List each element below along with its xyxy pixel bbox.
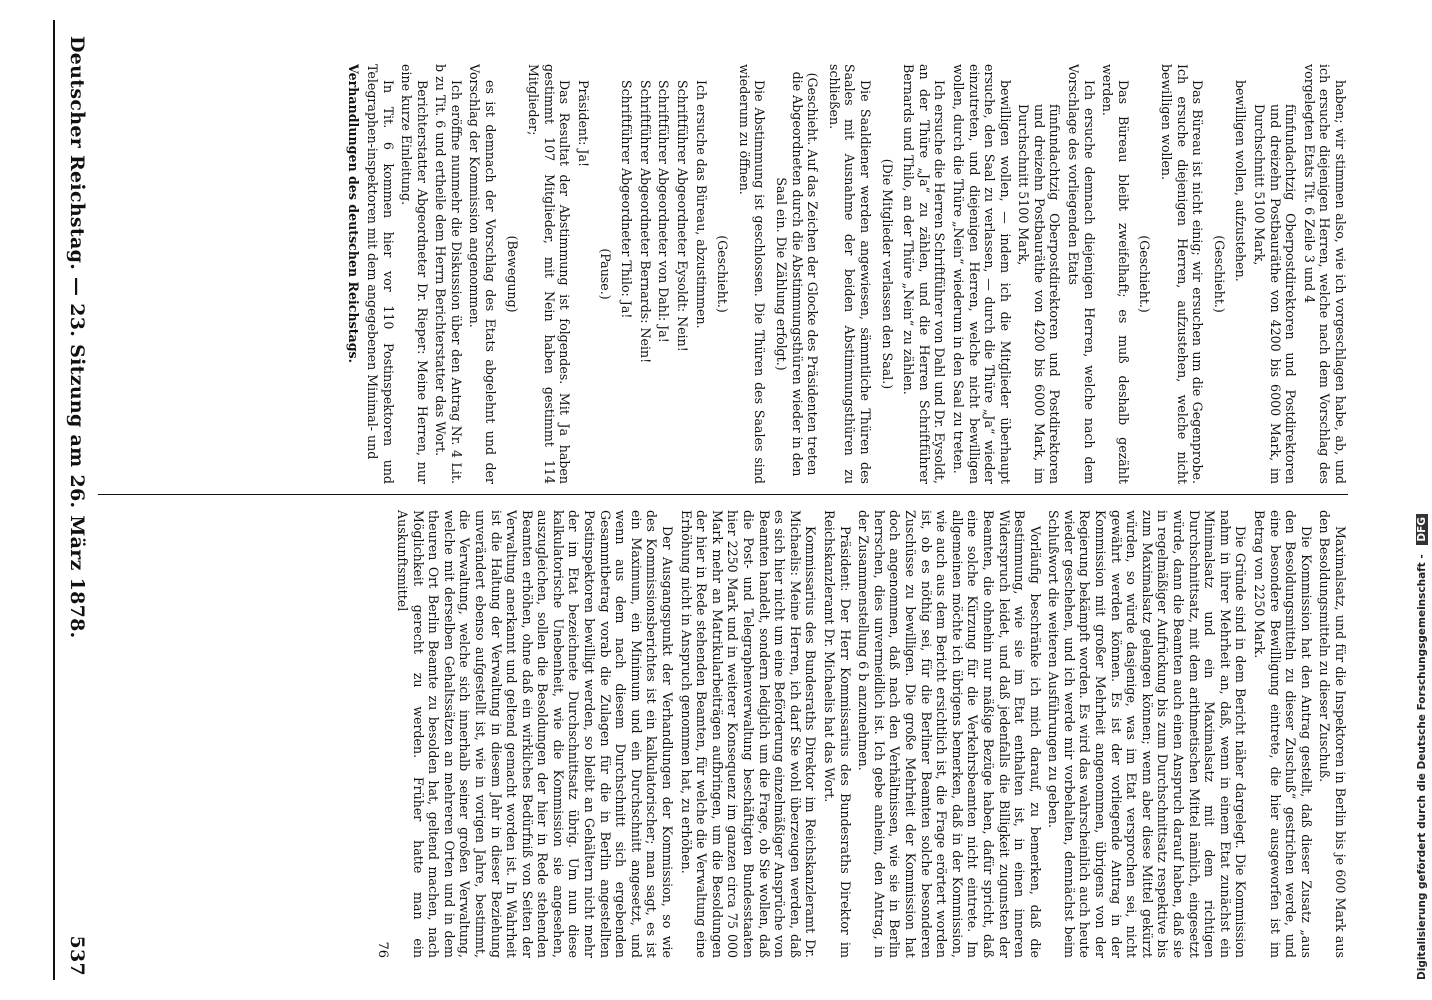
paragraph: bewilligen wollen, aufzustehen. <box>1233 80 1249 282</box>
paragraph: Kommissarius des Bundesraths Direktor im Reichskanzleramt Dr. Michaelis: Meine Herren, ich darf Sie wohl überzeugen werden, daß es sich hier nicht um eine Beförderung einzelmäßiger Ansprüche von Beamten handelt, sondern lediglich um die Frage, ob Sie wollen, daß die Post- und Telegraphenverwaltung beschäftigten Bundesstaaten hier 2250 Mark und in weiterer Konsequenz im ganzen circa 75 000 Mark mehr an Matrikularbeiträgen aufbringen, um die Besoldungen der hier in Rede stehenden Beamten, für welche die Verwaltung eine Erhöhung nicht in Anspruch genommen hat, zu erhöhen. <box>678 510 819 958</box>
paragraph: haben; wir stimmen also, wie ich vorgeschlagen habe, ab, und ich ersuche diejenigen Herren, welche nach dem Vorschlag des vorgelegten Etats Tit. 6 Zeile 3 und 4 <box>1301 64 1348 484</box>
stage-direction: (Die Mitglieder verlassen den Saal.) <box>879 158 895 390</box>
stage-direction: (Geschieht.) <box>1211 235 1227 313</box>
paragraph: Die Saaldiener werden angewiesen, sämmtliche Thüren des Saales mit Ausnahme der beiden Abstimmungsthüren zu schließen. <box>826 64 873 484</box>
signature-mark: 76 <box>375 941 391 958</box>
dfg-logo: DFG <box>1416 514 1428 545</box>
header-rule <box>53 20 55 980</box>
paragraph: Ich ersuche demnach diejenigen Herren, welche nach dem Vorschlage des vorliegenden Etats <box>1066 64 1097 484</box>
paragraph: Berichterstatter Abgeordneter Dr. Rieper: Meine Herren, nur eine kurze Einleitung. <box>399 64 430 484</box>
paragraph: Der Ausgangspunkt der Verhandlungen der Kommission, so wie des Kommissionsberichtes ist ein kalkulatorischer; man sagt, es ist ein Maximum, ein Minimum und ein Durchschnitt angesetzt, und wenn aus dem nach diesem Durchschnitt sich ergebenden Gesammtbetrag vorab die Zulagen für die in Berlin angestellten Postinspektoren bewilligt werden, so bleibt an Gehältern nicht mehr der im Etat bezeichnete Durchschnittsatz übrig. Um nun diese kalkulatorische Unebenheit, wie die Kommission sie angesehen, auszugleichen, sollen die Besoldungen der hier in Rede stehenden Beamten erhöhen, ohne daß ein wirkliches Bedürfniß von Seiten der Verwaltung anerkannt und geltend gemacht worden ist. In Wahrheit ist die Haltung der Verwaltung in diesem Jahr in dieser Beziehung unverändert ebenso aufgestellt ist, wie in vorigen Jahre, bestimmt, die Verwaltung, welche sich innerhalb seiner großen Verwaltung, welche mit derselben Gehaltssätzen an mehreren Orten und in dem theuren Ort Berlin Beamte zu besolden hat, geltend machen, nach Möglichkeit gerecht zu werden. Früher hatte man ein Auskunftsmittel <box>394 510 676 958</box>
paragraph: Vorläufig beschränke ich mich darauf, zu bemerken, daß die Bestimmung, wie sie im Etat enthalten ist, in einen inneren Widerspruch leidet, und daß jedenfalls die Billigkeit zugunsten der Beamten, die ohnehin nur mäßige Bezüge haben, dafür spricht, daß eine solche Kürzung für die Verkehrsbeamten nicht eintrete. Im allgemeinen möchte ich übrigens bemerken, daß in der Kommission, wie auch aus dem Bericht ersichtlich ist, die Frage erörtert worden ist, ob es nöthig sei, für die Berliner Beamten solche besonderen Zuschüsse zu bewilligen. Die große Mehrheit der Kommission hat doch angenommen, daß nach den Verhältnissen, wie sie in Berlin herrschen, dies unvermeidlich ist. Ich gebe anheim, den Antrag, in der Zusammenstellung 6 b anzunehmen. <box>856 510 1043 958</box>
paragraph: Maximalsatz, und für die Inspektoren in Berlin bis je 600 Mark aus den Besoldungsmitteln zu dieser Zuschuß. <box>1317 510 1348 958</box>
stage-direction: (Geschieht.) <box>1137 235 1153 313</box>
paragraph: Ich ersuche das Büreau, abzustimmen. <box>693 80 709 329</box>
left-column <box>98 64 1348 484</box>
paragraph: Die Abstimmung ist geschlossen. Die Thüren des Saales sind wiederum zu öffnen. <box>736 64 768 484</box>
paragraph: Schriftführer Abgeordneter Eysoldt: Nein! <box>675 80 691 352</box>
right-column <box>98 510 1348 958</box>
paragraph: Das Büreau ist nicht einig; wir ersuchen um die Gegenprobe. Ich ersuche diejenigen Herren, aufzustehen, welche nicht bewilligen wollen. <box>1159 64 1206 484</box>
paragraph: Ich ersuche die Herren Schriftführer von Dahl und Dr. Eysoldt, an der Thüre „Ja“ zu zählen, und die Herren Schriftführer Bernards und Thilo, an der Thüre „Nein“ zu zählen. <box>901 64 948 484</box>
paragraph: Präsident: Der Herr Kommissarius des Bundesraths Direktor im Reichskanzleramt Dr. Michaelis hat das Wort. <box>822 510 853 958</box>
digitization-credit <box>1416 20 1430 980</box>
page-header <box>58 16 94 988</box>
stage-direction: (Bewegung) <box>504 235 520 313</box>
stage-direction: (Geschieht.) <box>715 235 731 313</box>
credit-text: Digitalisierung gefördert durch die Deutsche Forschungsgemeinschaft - <box>1416 554 1428 980</box>
paragraph: es ist demnach der Vorschlag des Etats abgelehnt und der Vorschlag der Kommission angenommen. <box>467 64 499 484</box>
paragraph: Schriftführer Abgeordneter Thilo: Ja! <box>619 80 635 319</box>
paragraph: Präsident: Ja! <box>576 80 592 168</box>
paragraph: Die Kommission hat den Antrag gestellt, daß dieser Zusatz „aus den Besoldungsmitteln zu dieser Zuschuß“ gestrichen werde, und eine besondere Bewilligung eintrete, die hier ausgeworfen ist im Betrag von 2250 Mark. <box>1252 510 1314 958</box>
paragraph: In Tit. 6 kommen hier vor 110 Postinspektoren und Telegraphen-inspektoren mit dem angegebenen Minimal- und <box>364 64 396 484</box>
footer-title: Verhandlungen des deutschen Reichstags. <box>346 64 362 363</box>
running-head: Deutscher Reichstag. — 23. Sitzung am 26. März 1878. <box>66 36 88 639</box>
paragraph: Das Resultat der Abstimmung ist folgendes. Mit Ja haben gestimmt 107 Mitglieder, mit Nein haben gestimmt 114 Mitglieder; <box>526 64 573 484</box>
paragraph: fünfundachtzig Oberpostdirektoren und Postdirektoren und dreizehn Postbauräthe von 4200 bis 6000 Mark, im Durchschnitt 5100 Mark, <box>1016 104 1063 484</box>
column-divider <box>98 494 1348 495</box>
paragraph: Die Gründe sind in dem Bericht näher dargelegt. Die Kommission nahm in ihrer Mehrheit an, daß, wenn in einem Etat zunächst ein Minimalsatz und ein Maximalsatz mit dem richtigen Durchschnittsatz, mit dem arithmetischen Mittel nämlich, eingesetzt würde, dann die Beamten auch einen Anspruch darauf haben, daß sie in regelmäßiger Aufrückung bis zum Durchschnittsatz respektive bis zum Maximalsatz gelangen können; wenn aber diese Mittel gekürzt würden, so würde dasjenige, was im Etat versprochen sei, nicht gewährt werden können. Es ist der vorliegende Antrag in der Kommission mit großer Mehrheit angenommen, übrigens von der Regierung bekämpft worden. Es wird das wahrscheinlich auch heute wieder geschehen, und ich werde mir vorbehalten, demnächst beim Schlußwort die weiteren Ausführungen zu geben. <box>1046 510 1249 958</box>
page-number: 537 <box>66 935 88 976</box>
paragraph: Das Büreau bleibt zweifelhaft; es muß deshalb gezählt werden. <box>1100 64 1131 484</box>
paragraph: bewilligen wollen, — indem ich die Mitglieder überhaupt ersuche, den Saal zu verlassen, — durch die Thüre „Ja“ wieder einzutreten, und diejenigen Herren, welche nicht bewilligen wollen, durch die Thüre „Nein“ wiederum in den Saal zu treten. <box>950 64 1013 484</box>
paragraph: Ich eröffne nunmehr die Diskussion über den Antrag Nr. 4 Lit. b zu Tit. 6 und ertheile dem Herrn Berichterstatter das Wort. <box>433 64 464 484</box>
stage-direction: (Pause.) <box>597 248 613 300</box>
paragraph: Schriftführer Abgeordneter von Dahl: Ja! <box>656 80 672 343</box>
paragraph: Schriftführer Abgeordneter Bernards: Nein! <box>637 80 653 364</box>
paragraph: fünfundachtzig Oberpostdirektoren und Postdirektoren und dreizehn Postbauräthe von 4200 bis 6000 Mark, im Durchschnitt 5100 Mark, <box>1252 104 1299 484</box>
stage-direction: (Geschieht. Auf das Zeichen der Glocke des Präsidenten treten die Abgeordneten durch die Abstimmungsthüren wieder in den Saal ein. Die Zählung erfolgt.) <box>774 71 821 477</box>
